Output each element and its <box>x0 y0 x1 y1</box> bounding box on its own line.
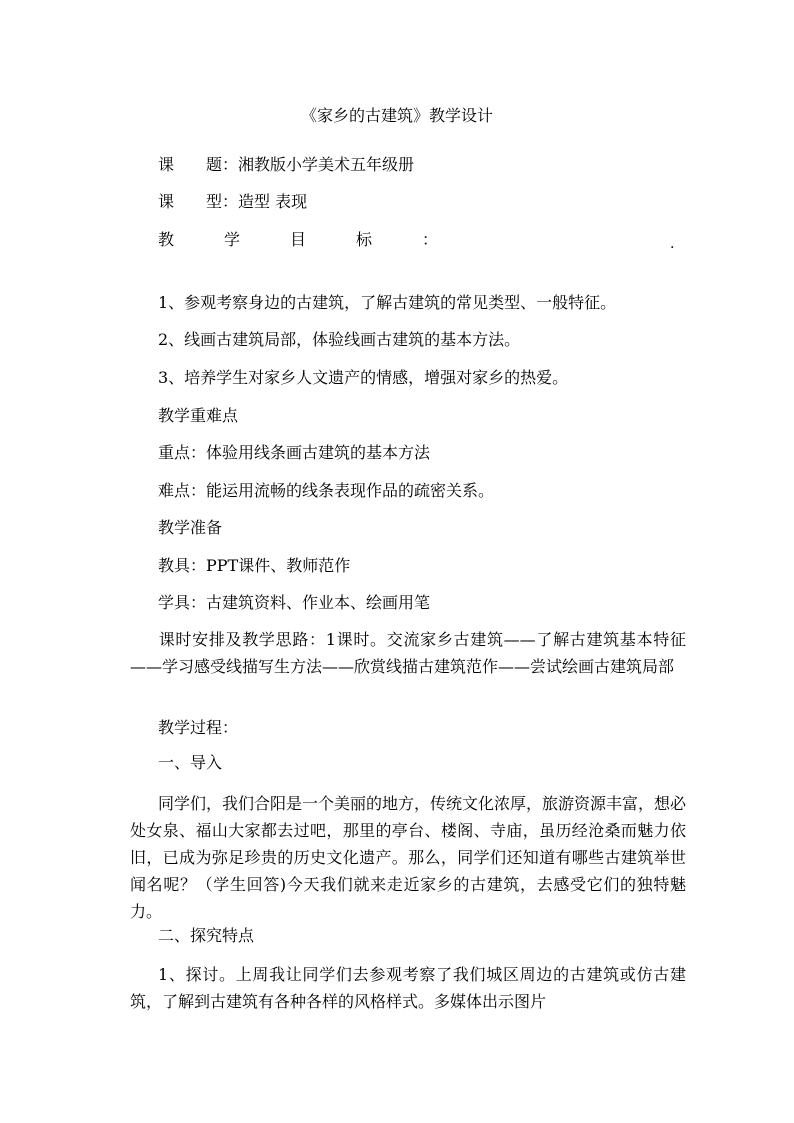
objectives-char: ： <box>421 230 438 249</box>
intro-text: 同学们，我们合阳是一个美丽的地方，传统文化浓厚，旅游资源丰富，想必处女泉、福山大家都去过吧，那里的亭台、楼阁、寺庙，虽历经沧桑而魅力依旧，已成为弥足珍贵的历史文化遗产。那么，同学们还知道有哪些古建筑举世闻名呢？（学生回答)今天我们就来走近家乡的古建筑，去感受它们的独特魅力。 <box>130 794 687 921</box>
lesson-line <box>158 155 414 175</box>
type-value: 造型 表现 <box>238 192 308 211</box>
document-title: 《家乡的古建筑》教学设计 <box>300 106 493 125</box>
preparation-heading: 教学准备 <box>158 518 223 537</box>
lesson-label: 课 题： <box>158 155 239 174</box>
type-line <box>158 192 307 212</box>
lesson-value: 湘教版小学美术五年级册 <box>238 155 415 174</box>
schedule-paragraph <box>130 626 686 680</box>
key-points-heading: 教学重难点 <box>158 406 239 425</box>
student-tools: 学具：古建筑资料、作业本、绘画用笔 <box>158 593 431 612</box>
explore-paragraph <box>130 961 686 1015</box>
objective-3: 3、培养学生对家乡人文遗产的情感，增强对家乡的热爱。 <box>158 368 569 387</box>
objective-2: 2、线画古建筑局部，体验线画古建筑的基本方法。 <box>158 330 521 349</box>
process-heading: 教学过程： <box>158 718 239 737</box>
objectives-char: 标 <box>355 230 372 249</box>
schedule-text: 课时安排及教学思路：1课时。交流家乡古建筑——了解古建筑基本特征——学习感受线描写生方法——欣赏线描古建筑范作——尝试绘画古建筑局部 <box>130 630 686 676</box>
explore-text: 1、探讨。上周我让同学们去参观考察了我们城区周边的古建筑或仿古建筑，了解到古建筑有各种各样的风格样式。多媒体出示图片 <box>130 965 686 1011</box>
type-label: 课 型： <box>158 192 239 211</box>
objectives-char: 学 <box>223 230 240 249</box>
objectives-dot: . <box>670 236 675 252</box>
section-explore-heading: 二、探究特点 <box>158 926 255 945</box>
difficult-point: 难点：能运用流畅的线条表现作品的疏密关系。 <box>158 481 495 500</box>
objectives-label <box>158 230 438 250</box>
section-intro-heading: 一、导入 <box>158 753 223 772</box>
teacher-tools: 教具：PPT课件、教师范作 <box>158 556 351 575</box>
key-point: 重点：体验用线条画古建筑的基本方法 <box>158 443 431 462</box>
objectives-char: 目 <box>289 230 306 249</box>
objectives-char: 教 <box>158 230 175 249</box>
intro-paragraph <box>130 790 686 925</box>
objective-1: 1、参观考察身边的古建筑，了解古建筑的常见类型、一般特征。 <box>158 293 617 312</box>
